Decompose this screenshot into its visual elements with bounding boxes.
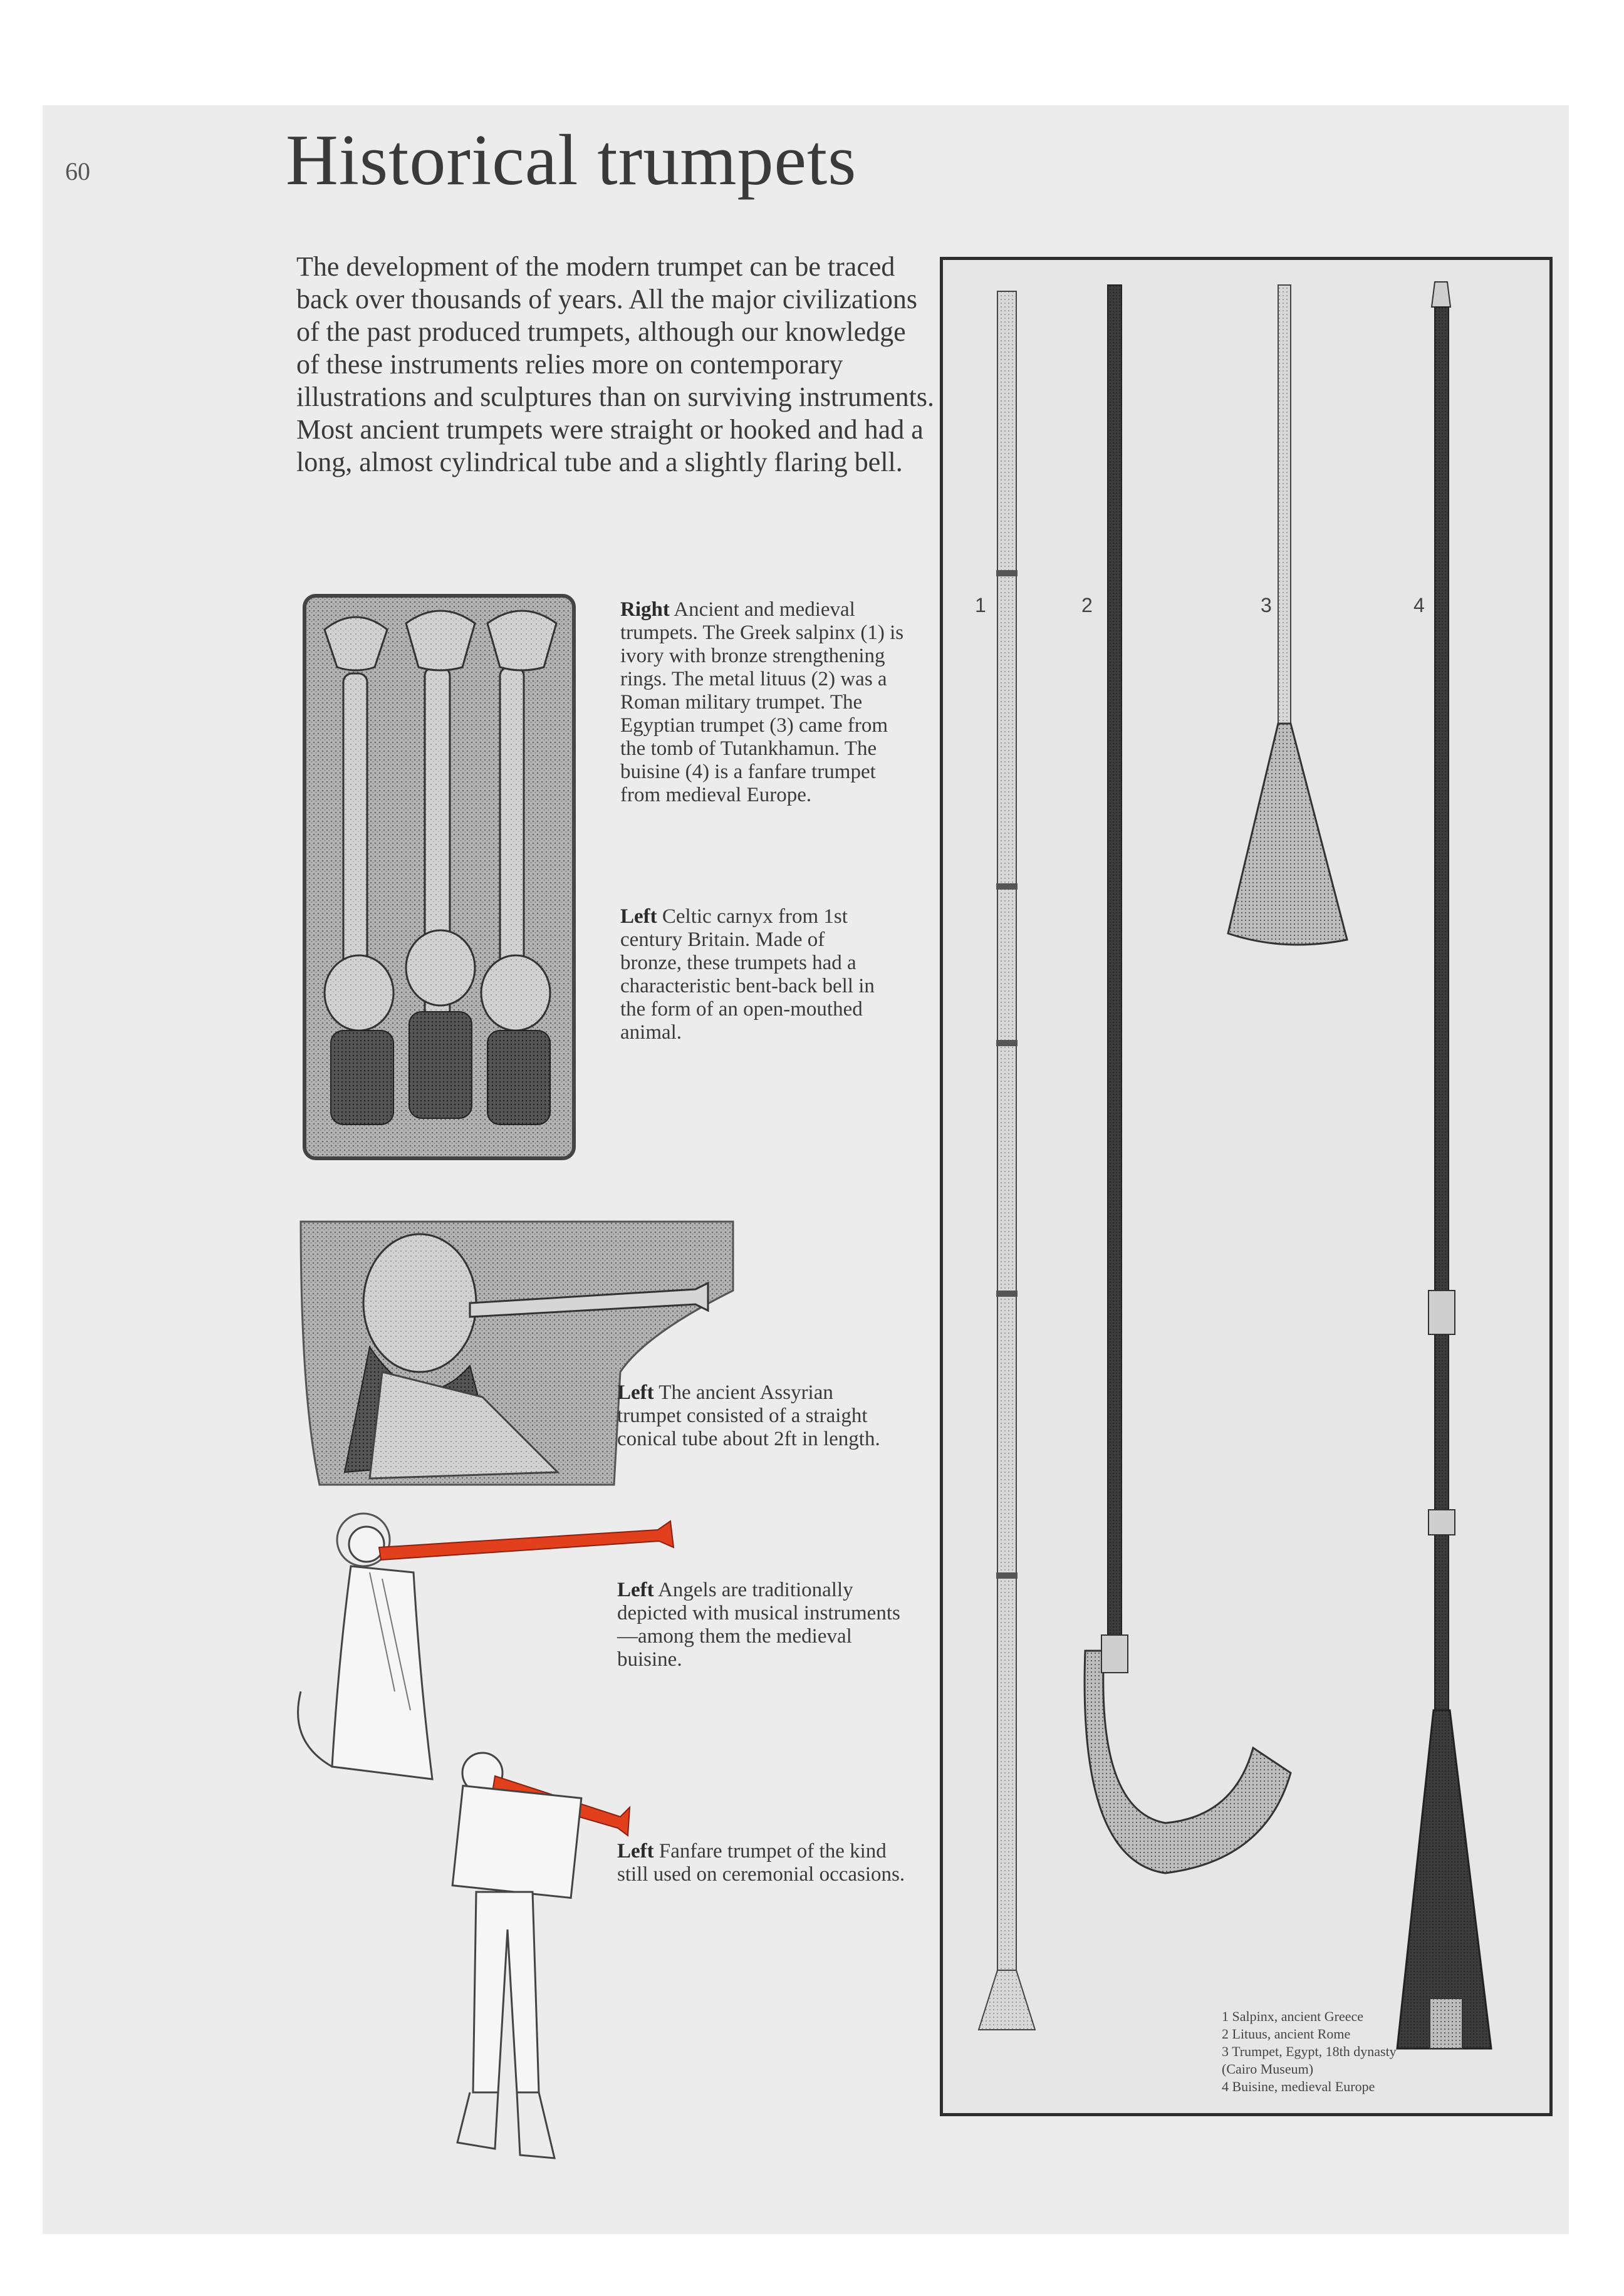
caption-left-assyrian xyxy=(617,1381,887,1451)
egyptian-trumpet xyxy=(1228,285,1347,945)
caption-text: Celtic carnyx from 1st century Britain. Made of bronze, these trumpets had a characteristic bent-back bell in the form of an open-mouthed animal. xyxy=(620,905,875,1044)
page-title: Historical trumpets xyxy=(286,120,857,200)
caption-lead: Left xyxy=(617,1840,654,1862)
trumpet-number-4: 4 xyxy=(1413,594,1425,616)
caption-text: Angels are traditionally depicted with musical instruments—among them the medieval buisine. xyxy=(617,1579,900,1671)
trumpet-number-2: 2 xyxy=(1081,594,1093,616)
key-item-1: 1 Salpinx, ancient Greece xyxy=(1222,2008,1364,2024)
buisine-trumpet xyxy=(1397,282,1491,2049)
intro-paragraph: The development of the modern trumpet can be traced back over thousands of years. All the major civilizations of the past produced trumpets, although our knowledge of these instruments relies more on contemporary illustrations and sculptures than on surviving instruments. Most ancient trumpets were straight or hooked and had a long, almost cylindrical tube and a slightly flaring bell. xyxy=(296,251,935,477)
caption-text: The ancient Assyrian trumpet consisted of a straight conical tube about 2ft in length. xyxy=(617,1381,880,1450)
caption-right-ancient xyxy=(620,598,915,807)
caption-lead: Left xyxy=(617,1381,654,1404)
salpinx-trumpet xyxy=(979,291,1035,2030)
caption-lead: Left xyxy=(617,1579,654,1601)
caption-lead: Right xyxy=(620,598,670,621)
caption-left-celtic xyxy=(620,905,890,1044)
key-item-3-note: (Cairo Museum) xyxy=(1222,2061,1314,2077)
caption-left-fanfare xyxy=(617,1840,912,1886)
page-number: 60 xyxy=(65,157,90,185)
caption-text: Ancient and medieval trumpets. The Greek salpinx (1) is ivory with bronze strengthening rings. The metal lituus (2) was a Roman military trumpet. The Egyptian trumpet (3) came from the tomb of Tutankhamun. The buisine (4) is a fanfare trumpet from medieval Europe. xyxy=(620,598,904,806)
key-item-2: 2 Lituus, ancient Rome xyxy=(1222,2026,1351,2042)
key-item-3: 3 Trumpet, Egypt, 18th dynasty xyxy=(1222,2044,1397,2059)
caption-text: Fanfare trumpet of the kind still used on ceremonial occasions. xyxy=(617,1840,905,1886)
trumpet-number-3: 3 xyxy=(1261,594,1272,616)
fanfare-trumpeter-image xyxy=(439,1742,639,2168)
key-item-4: 4 Buisine, medieval Europe xyxy=(1222,2079,1375,2094)
trumpets-key xyxy=(1222,2008,1497,2096)
trumpet-number-1: 1 xyxy=(975,594,986,616)
lituus-trumpet xyxy=(1085,285,1291,1873)
caption-left-angels xyxy=(617,1579,912,1671)
caption-lead: Left xyxy=(620,905,657,928)
celtic-carnyx-relief-image xyxy=(299,592,581,1163)
ancient-trumpets-image xyxy=(940,257,1553,2116)
